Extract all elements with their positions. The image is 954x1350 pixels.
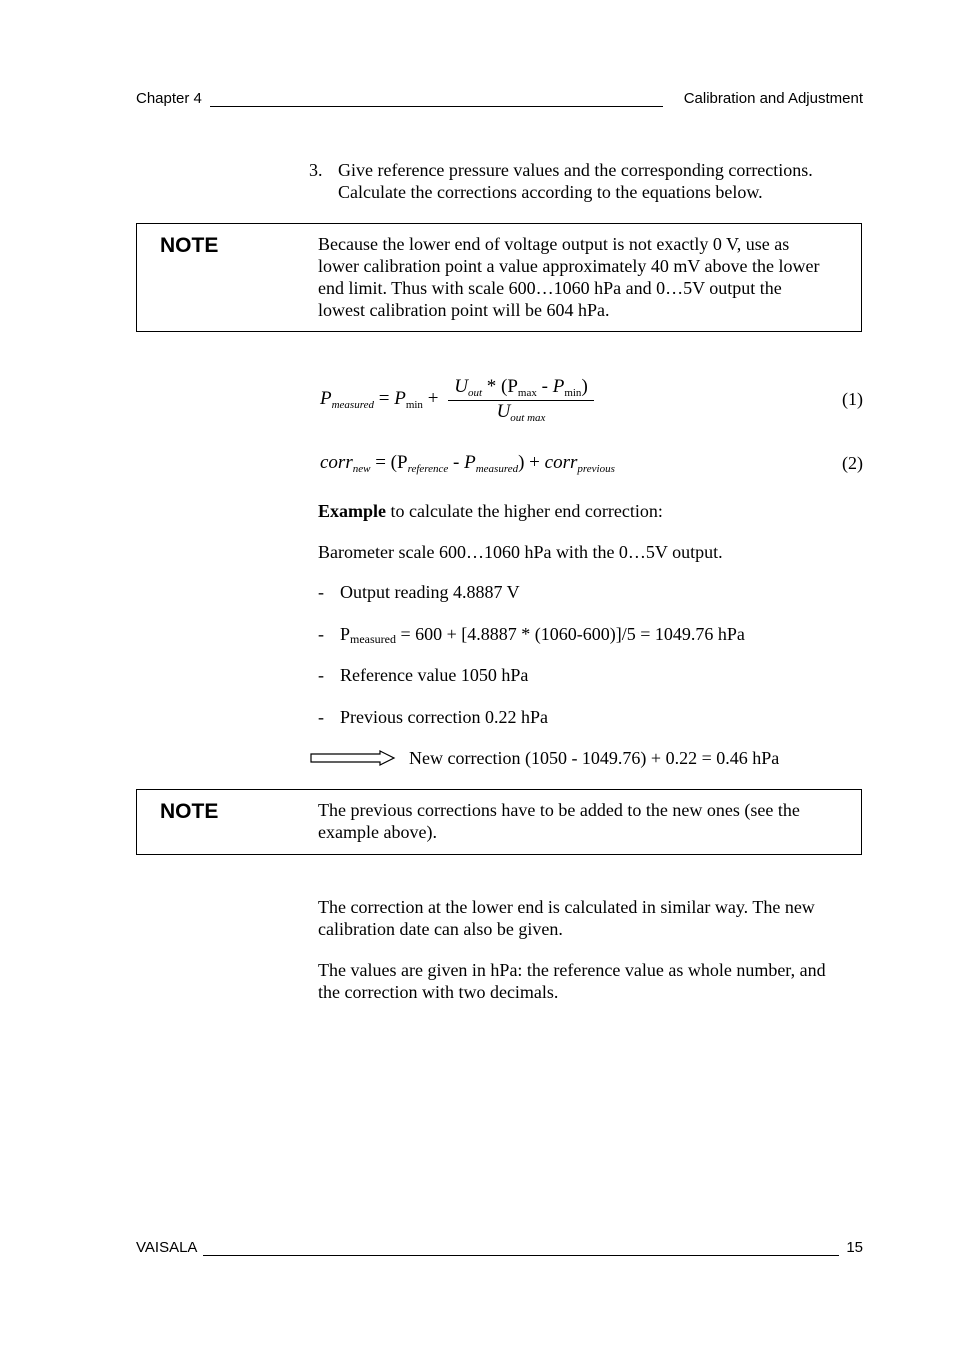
eq-symbol: P	[464, 452, 476, 473]
eq-symbol: corr	[544, 452, 578, 473]
section-title: Calibration and Adjustment	[680, 90, 863, 107]
note-line: example above).	[318, 822, 437, 842]
eq-operator: =	[378, 388, 390, 409]
page-number: 15	[846, 1239, 863, 1256]
step-line-1: Give reference pressure values and the corresponding corrections.	[338, 160, 813, 180]
eq-subscript: out	[467, 387, 483, 399]
list-item-reference	[318, 665, 528, 686]
para-line: The values are given in hPa: the reference value as whole number, and	[318, 960, 826, 980]
para-line: the correction with two decimals.	[318, 982, 559, 1002]
note-label: NOTE	[160, 800, 219, 823]
dash-bullet: -	[318, 665, 324, 685]
list-item-text: = 600 + [4.8887 * (1060-600)]/5 = 1049.76 hPa	[396, 624, 745, 644]
list-item-text: Previous correction 0.22 hPa	[340, 707, 548, 727]
eq-symbol: U	[454, 376, 468, 397]
eq-subscript: measured	[331, 399, 374, 411]
note-line: Because the lower end of voltage output is not exactly 0 V, use as	[318, 234, 790, 254]
eq-operator: ) +	[518, 452, 540, 473]
eq-operator: -	[541, 376, 548, 397]
step-3	[309, 159, 869, 203]
company-name: VAISALA	[136, 1239, 198, 1256]
eq-subscript: measured	[475, 463, 519, 475]
note-line: The previous corrections have to be added to the new ones (see the	[318, 800, 800, 820]
eq-symbol: P	[552, 376, 565, 397]
eq-term: = (P	[375, 452, 408, 473]
eq-symbol: P	[394, 388, 406, 409]
eq-operator: +	[427, 388, 439, 409]
page-header	[136, 90, 863, 110]
eq-subscript: min	[564, 387, 582, 399]
eq-operator: -	[453, 452, 460, 473]
footer-rule	[203, 1255, 839, 1256]
example-bold: Example	[318, 501, 387, 521]
note-label: NOTE	[160, 234, 219, 257]
header-rule	[210, 106, 663, 107]
note-box-corrections	[136, 789, 862, 855]
list-item-text: P	[340, 624, 351, 644]
result-line: New correction (1050 - 1049.76) + 0.22 = 0.46 hPa	[409, 748, 780, 768]
note-line: lower calibration point a value approximately 40 mV above the lower	[318, 256, 820, 276]
example-scale: Barometer scale 600…1060 hPa with the 0…5V output.	[318, 542, 723, 562]
example-heading	[318, 500, 868, 522]
eq-symbol: corr	[320, 452, 353, 473]
dash-bullet: -	[318, 624, 324, 644]
eq-subscript: out max	[510, 412, 546, 424]
eq-symbol: U	[496, 401, 511, 422]
equation-2	[320, 452, 615, 475]
example-rest: to calculate the higher end correction:	[386, 501, 663, 521]
eq-term: * (P	[486, 376, 518, 397]
eq-subscript: new	[352, 463, 371, 475]
list-item-previous	[318, 707, 548, 728]
page-footer	[136, 1239, 863, 1259]
list-item-text: Reference value 1050 hPa	[340, 665, 529, 685]
paragraph-lower-end	[318, 896, 868, 940]
eq-subscript: max	[517, 387, 537, 399]
eq-fraction	[448, 376, 594, 424]
equation-1	[320, 376, 610, 428]
list-item-output	[318, 582, 520, 603]
step-number: 3.	[309, 160, 323, 180]
eq-operator: )	[581, 376, 588, 397]
eq-subscript: min	[405, 399, 423, 411]
chapter-label: Chapter 4	[136, 90, 206, 107]
list-item-pmeasured	[318, 624, 745, 647]
list-item-subscript: measured	[350, 632, 396, 646]
para-line: The correction at the lower end is calculated in similar way. The new	[318, 897, 815, 917]
note-body	[318, 799, 853, 843]
dash-bullet: -	[318, 707, 324, 727]
note-box-voltage	[136, 223, 862, 332]
para-line: calibration date can also be given.	[318, 919, 563, 939]
list-item-text: Output reading 4.8887 V	[340, 582, 520, 602]
equation-2-number: (2)	[842, 453, 863, 473]
note-line: end limit. Thus with scale 600…1060 hPa and 0…5V output the	[318, 278, 782, 298]
note-line: lowest calibration point will be 604 hPa.	[318, 300, 610, 320]
eq-subscript: previous	[577, 463, 615, 475]
note-body	[318, 233, 853, 321]
step-line-2: Calculate the corrections according to the equations below.	[338, 182, 763, 202]
dash-bullet: -	[318, 582, 324, 602]
eq-subscript: reference	[407, 463, 449, 475]
eq-symbol: P	[320, 388, 332, 409]
paragraph-values	[318, 959, 868, 1003]
arrow-right-icon	[310, 750, 396, 766]
equation-1-number: (1)	[842, 389, 863, 409]
